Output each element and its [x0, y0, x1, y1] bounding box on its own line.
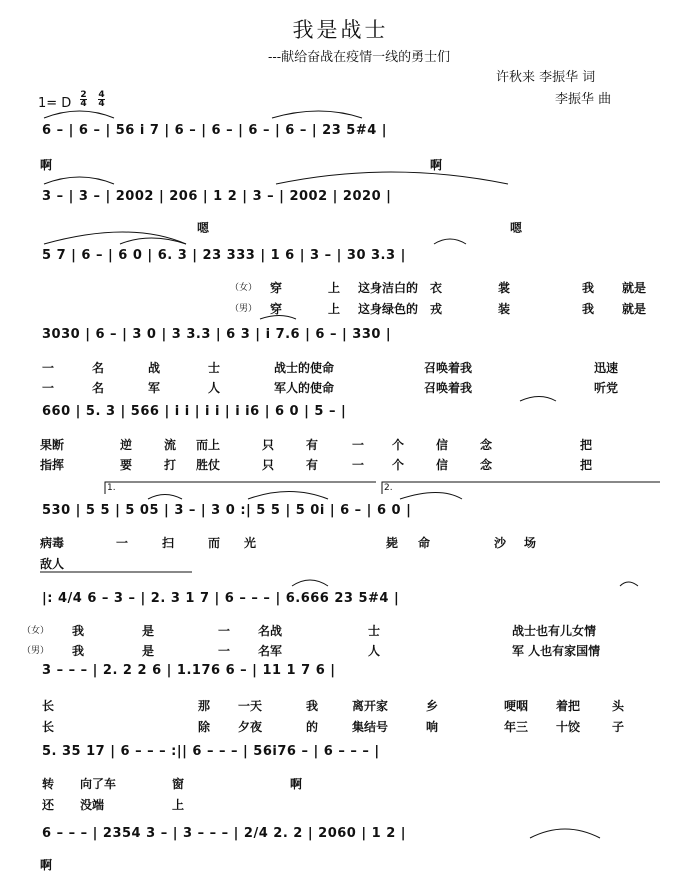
- song-title: 我是战士: [292, 18, 389, 42]
- notes-system-8: 3 – – – | 2. 2 2 6 | 1.176 6 – | 11 1 7 6 |: [42, 663, 336, 678]
- first-ending-label: 1.: [107, 483, 116, 493]
- lyrics-system-3-male: （男） 穿 上 这身绿色的 戎 装 我 就是: [230, 302, 647, 316]
- slur-3: [44, 177, 114, 184]
- lyrics-system-5-female: 果断 逆 流 而上 只 有 一 个 信 念 把: [40, 438, 593, 452]
- lyrics-system-7-male: （男） 我 是 一 名军 人 军 人也有家国情: [22, 644, 601, 658]
- lyrics-system-10: 啊: [40, 858, 53, 872]
- slur-14: [620, 582, 638, 586]
- lyrics-system-3-female: （女） 穿 上 这身洁白的 衣 裳 我 就是: [230, 281, 647, 295]
- lyrics-system-2: 嗯 嗯: [197, 221, 523, 235]
- slur-4: [276, 172, 508, 184]
- time-signature-4-4: 4 4: [98, 90, 105, 109]
- lyricist-credit: 许秋来 李振华 词: [496, 70, 596, 85]
- slur-2: [272, 111, 362, 118]
- notes-system-3: 5 7 | 6 – | 6 0 | 6. 3 | 23 333 | 1 6 | 3 – | 30 3.3 |: [42, 248, 406, 263]
- composer-credit: 李振华 曲: [555, 92, 612, 107]
- lyrics-system-6-b: 敌人: [40, 557, 65, 571]
- lyrics-system-4-female: 一 名 战 士 战士的使命 召唤着我 迅速: [42, 361, 619, 375]
- notes-system-2: 3 – | 3 – | 2002 | 206 | 1 2 | 3 – | 2002 | 2020 |: [42, 189, 392, 204]
- lyrics-system-5-male: 指挥 要 打 胜仗 只 有 一 个 信 念 把: [40, 458, 593, 472]
- slur-10: [148, 495, 182, 500]
- slur-7: [434, 239, 466, 244]
- key-signature: 1= D: [38, 96, 72, 111]
- volta-1: [105, 482, 376, 494]
- notes-system-1: 6 – | 6 – | 56 i 7 | 6 – | 6 – | 6 – | 6 – | 23 5#4 |: [42, 123, 388, 138]
- time-signature-2-4: 2 4: [80, 90, 87, 109]
- lyrics-system-6-a: 病毒 一 扫 而 光 毙 命 沙 场: [40, 536, 537, 550]
- slur-6: [120, 238, 186, 244]
- slur-9: [520, 397, 556, 402]
- notes-system-9: 5. 35 17 | 6 – – – :|| 6 – – – | 56i76 – | 6 – – – |: [42, 744, 380, 759]
- slur-8: [260, 316, 296, 320]
- lyrics-system-8-b: 长 除 夕夜 的 集结号 响 年三 十饺 子: [42, 720, 625, 734]
- lyrics-system-9-b: 还 没端 上: [42, 798, 185, 812]
- slur-1: [44, 111, 114, 118]
- notes-system-4: 3030 | 6 – | 3 0 | 3 3.3 | 6 3 | i 7.6 | 6 – | 330 |: [42, 327, 392, 342]
- second-ending-label: 2.: [384, 483, 393, 493]
- notes-system-10: 6 – – – | 2354 3 – | 3 – – – | 2/4 2. 2 | 2060 | 1 2 |: [42, 826, 407, 841]
- lyrics-system-4-male: 一 名 军 人 军人的使命 召唤着我 听党: [42, 381, 619, 395]
- lyrics-system-1: 啊 啊: [40, 158, 443, 172]
- slur-15: [530, 829, 600, 838]
- notes-system-5: 660 | 5. 3 | 566 | i i | i i | i i6 | 6 0 | 5 – |: [42, 404, 347, 419]
- slur-5: [44, 232, 186, 244]
- slur-12: [400, 493, 462, 500]
- slur-11: [248, 492, 328, 500]
- lyrics-system-9-a: 转 向了车 窗 啊: [42, 777, 303, 791]
- dedication-subtitle: ---献给奋战在疫情一线的勇士们: [268, 50, 451, 65]
- notes-system-6: 530 | 5 5 | 5 05 | 3 – | 3 0 :| 5 5 | 5 0i | 6 – | 6 0 |: [42, 503, 412, 518]
- lyrics-system-7-female: （女） 我 是 一 名战 士 战士也有儿女情: [22, 624, 597, 638]
- lyrics-system-8-a: 长 那 一天 我 离开家 乡 哽咽 着把 头: [42, 699, 625, 713]
- volta-2: [382, 482, 660, 494]
- notes-system-7: |: 4/4 6 – 3 – | 2. 3 1 7 | 6 – – – | 6.666 23 5#4 |: [42, 591, 400, 606]
- slur-13: [292, 580, 328, 586]
